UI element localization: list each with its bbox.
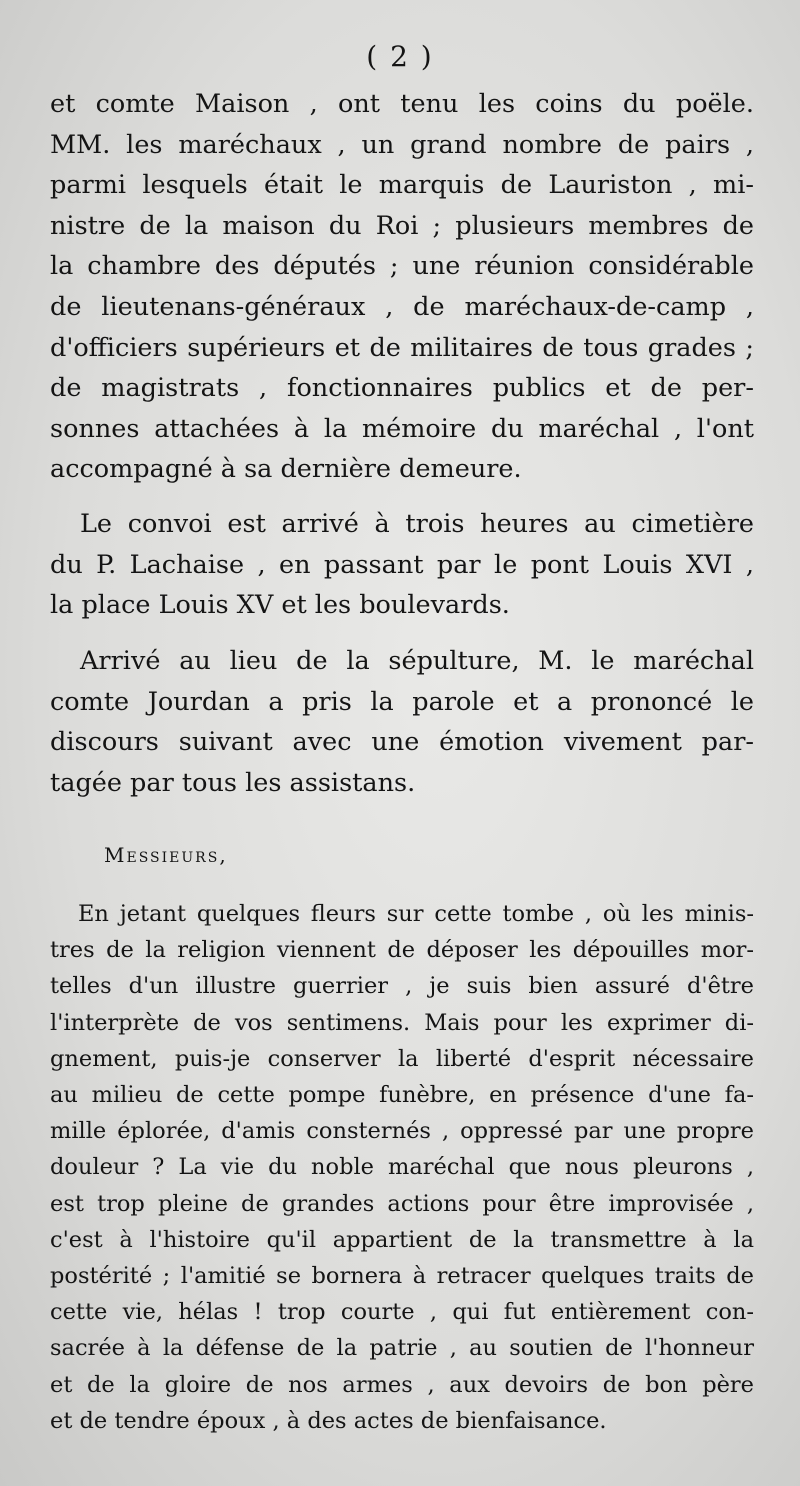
text-line: tres de la religion viennent de déposer les dépouilles mor- xyxy=(50,937,754,964)
text-line: cette vie, hélas ! trop courte , qui fut entièrement con- xyxy=(50,1299,754,1326)
text-line: nistre de la maison du Roi ; plusieurs membres de xyxy=(50,210,754,241)
text-line: Le convoi est arrivé à trois heures au cimetière xyxy=(80,509,754,539)
text-line: comte Jourdan a pris la parole et a prononcé le xyxy=(50,686,754,717)
paragraph-funeral-attendees xyxy=(50,84,754,490)
text-line: parmi lesquels était le marquis de Lauriston , mi- xyxy=(50,170,754,201)
speech-salutation: Messieurs, xyxy=(104,843,228,867)
text-line: En jetant quelques fleurs sur cette tombe , où les minis- xyxy=(78,901,754,927)
text-line: MM. les maréchaux , un grand nombre de pairs , xyxy=(50,129,754,160)
text-line: mille éplorée, d'amis consternés , oppressé par une propre xyxy=(50,1118,754,1145)
speech-text xyxy=(50,896,754,1439)
text-line: la chambre des députés ; une réunion considérable xyxy=(50,251,754,282)
text-line: de magistrats , fonctionnaires publics et de per- xyxy=(50,373,754,404)
text-line: l'interprète de vos sentimens. Mais pour les exprimer di- xyxy=(50,1009,754,1036)
text-line: et comte Maison , ont tenu les coins du poële. xyxy=(50,89,754,119)
text-line: douleur ? La vie du noble maréchal que nous pleurons , xyxy=(50,1154,754,1181)
text-line: et de tendre époux , à des actes de bienfaisance. xyxy=(50,1407,607,1434)
text-line: Arrivé au lieu de la sépulture, M. le maréchal xyxy=(80,646,754,676)
text-line: et de la gloire de nos armes , aux devoirs de bon père xyxy=(50,1371,754,1398)
text-line: gnement, puis-je conserver la liberté d'esprit nécessaire xyxy=(50,1045,754,1072)
text-line: au milieu de cette pompe funèbre, en présence d'une fa- xyxy=(50,1082,754,1109)
text-line: sacrée à la défense de la patrie , au soutien de l'honneur xyxy=(50,1335,754,1362)
text-line: tagée par tous les assistans. xyxy=(50,767,416,798)
text-line: d'officiers supérieurs et de militaires de tous grades ; xyxy=(50,332,754,363)
page-number: ( 2 ) xyxy=(366,40,434,73)
text-line: sonnes attachées à la mémoire du maréchal , l'ont xyxy=(50,413,754,444)
text-line: postérité ; l'amitié se bornera à retracer quelques traits de xyxy=(50,1263,754,1290)
text-line: la place Louis XV et les boulevards. xyxy=(50,590,510,621)
paragraph-speech-introduction xyxy=(50,641,754,803)
text-line: accompagné à sa dernière demeure. xyxy=(50,454,522,485)
paragraph-convoy-arrival xyxy=(50,504,754,626)
text-line: telles d'un illustre guerrier , je suis bien assuré d'être xyxy=(50,973,754,1000)
text-line: du P. Lachaise , en passant par le pont Louis XVI , xyxy=(50,549,754,580)
text-line: est trop pleine de grandes actions pour être improvisée , xyxy=(50,1190,754,1217)
text-line: c'est à l'histoire qu'il appartient de la transmettre à la xyxy=(50,1226,754,1253)
text-line: de lieutenans-généraux , de maréchaux-de-camp , xyxy=(50,291,754,322)
text-line: discours suivant avec une émotion vivement par- xyxy=(50,727,754,758)
